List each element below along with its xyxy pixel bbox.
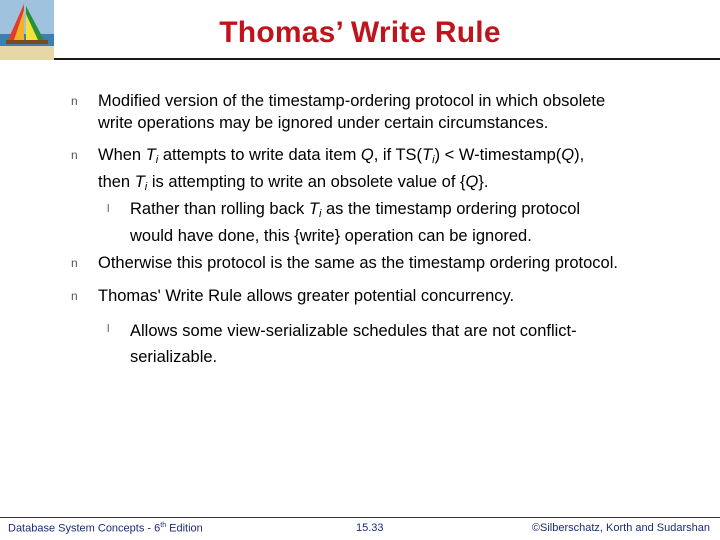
bullet-marker: n (71, 256, 78, 270)
bullet-text: as the timestamp ordering protocol (321, 200, 581, 218)
footer-copyright: ©Silberschatz, Korth and Sudarshan (531, 522, 710, 534)
sub-bullet-view-serializable (130, 318, 690, 370)
bullet-text: would have done, this { (130, 227, 300, 245)
bullet-text: When (98, 146, 146, 164)
subscript-i: i (432, 154, 435, 166)
bullet-marker: n (71, 289, 78, 303)
sub-bullet-rather-than-rolling-back (130, 198, 690, 247)
bullet-text: then (98, 173, 135, 191)
bullet-text: }. (478, 173, 489, 191)
slide-title: Thomas’ Write Rule (219, 16, 501, 49)
footer-sup: th (160, 522, 167, 529)
bullet-marker: n (71, 94, 78, 108)
bullet-text: serializable. (130, 348, 218, 366)
sub-bullet-marker: l (107, 203, 110, 215)
var-q: Q (360, 146, 374, 164)
bullet-otherwise: Otherwise this protocol is the same as the timestamp ordering protocol. (98, 254, 618, 272)
keyword-write: write (98, 114, 133, 132)
title-divider (54, 58, 720, 60)
bullet-text: Allows some view-serializable schedules that are not conflict- (130, 322, 577, 340)
footer-book-title (8, 522, 203, 535)
footer-page-number: 15.33 (356, 522, 384, 534)
bullet-when-ti-attempts (98, 144, 698, 198)
bullet-modified-version (98, 90, 698, 134)
sub-bullet-marker: l (107, 323, 110, 335)
bullet-text: , if TS( (373, 146, 423, 164)
var-t: T (134, 173, 145, 191)
var-t: T (308, 200, 319, 218)
subscript-i: i (318, 208, 322, 220)
bullet-text: ) < W-timestamp( (434, 146, 562, 164)
bullet-text: operations may be ignored under certain circumstances. (132, 114, 549, 132)
keyword-write: write (299, 227, 335, 245)
var-q: Q (561, 146, 575, 164)
bullet-text: attempts to write data item (158, 146, 361, 164)
bullet-text: } operation can be ignored. (334, 227, 532, 245)
bullet-marker: n (71, 148, 78, 162)
bullet-thomas-write-rule: Thomas' Write Rule allows greater potential concurrency. (98, 287, 515, 305)
subscript-i: i (144, 181, 148, 193)
footer-divider (0, 517, 720, 518)
bullet-text: Modified version of the timestamp-ordering protocol in which obsolete (98, 92, 606, 110)
var-t: T (422, 146, 433, 164)
footer-text: Database System Concepts - 6 (8, 522, 161, 535)
bullet-text: Rather than rolling back (130, 200, 309, 218)
var-q: Q (465, 173, 479, 191)
bullet-text: is attempting to write an obsolete value of { (147, 173, 466, 191)
var-t: T (145, 146, 156, 164)
footer-text: Edition (166, 522, 203, 535)
bullet-text: ), (574, 146, 585, 164)
subscript-i: i (155, 154, 159, 166)
